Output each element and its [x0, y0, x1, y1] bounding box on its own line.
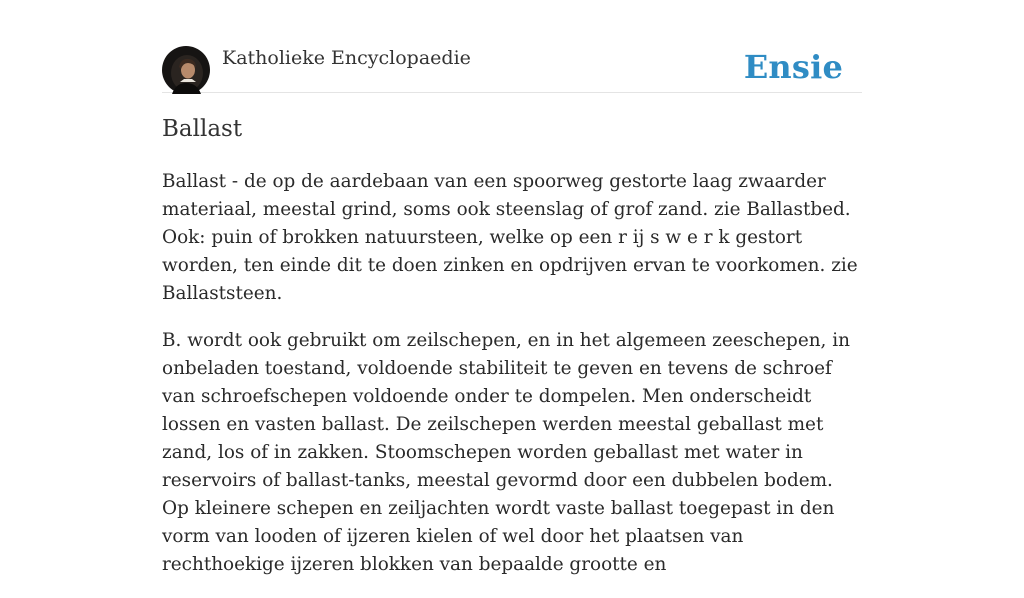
article-body [162, 168, 862, 598]
portrait-icon [162, 46, 210, 94]
article-paragraph: Ballast - de op de aardebaan van een spoorweg gestorte laag zwaarder materiaal, meestal grind, soms ook steenslag of grof zand. zie Ballastbed. Ook: puin of brokken natuursteen, welke op een r ij s w e r k gestort worden, ten einde dit te doen zinken en opdrijven ervan te voorkomen. zie Ballaststeen. [162, 171, 858, 304]
site-header [162, 40, 862, 93]
site-logo[interactable]: Ensie [743, 48, 843, 86]
article-title: Ballast [162, 116, 243, 142]
collection-title[interactable]: Katholieke Encyclopaedie [222, 47, 471, 69]
article-page [162, 0, 862, 575]
collection-avatar[interactable] [162, 46, 210, 94]
article-paragraph: B. wordt ook gebruikt om zeilschepen, en in het algemeen zeeschepen, in onbeladen toestand, voldoende stabiliteit te geven en tevens de schroef van schroefschepen voldoende onder te dompelen. Men onderscheidt lossen en vasten ballast. De zeilschepen werden meestal geballast met zand, los of in zakken. Stoomschepen worden geballast met water in reservoirs of ballast-tanks, meestal gevormd door een dubbelen bodem. Op kleinere schepen en zeiljachten wordt vaste ballast toegepast in den vorm van looden of ijzeren kielen of wel door het plaatsen van rechthoekige ijzeren blokken van bepaalde grootte en [162, 330, 850, 575]
